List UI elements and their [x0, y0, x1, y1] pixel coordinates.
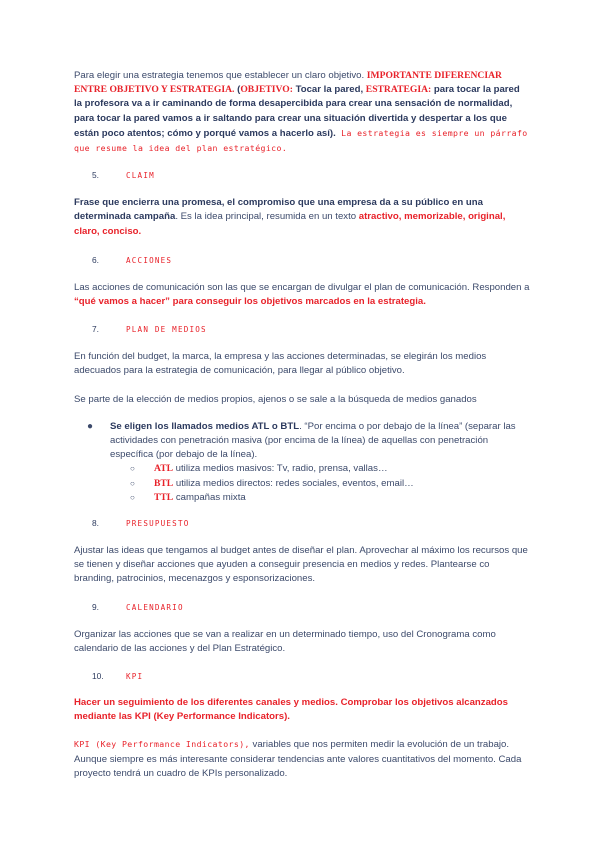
paragraph-plan-de-medios: En función del budget, la marca, la empresa y las acciones determinadas, se elegirán los medios adecuados para la estrategia de comunicación, para llegar al público objetivo.	[74, 351, 487, 377]
section-heading-calendario	[74, 601, 530, 614]
term-kpi: KPI (Key Performance Indicators),	[74, 739, 250, 750]
section-heading-acciones	[74, 254, 530, 267]
section-heading-plan-de-medios	[74, 323, 530, 336]
sub-list	[110, 462, 530, 505]
section-title: KPI	[126, 672, 144, 682]
paragraph-calendario: Organizar las acciones que se van a realizar en un determinado tiempo, uso del Cronograma como calendario de las acciones y del Plan Estratégico.	[74, 628, 496, 654]
circle-bullet-icon: ○	[130, 492, 135, 502]
list-item	[110, 462, 530, 476]
section-title: ACCIONES	[126, 255, 173, 265]
list-item	[110, 491, 530, 505]
bullet-list	[74, 420, 530, 505]
text: Frase que encierra una promesa, el compromiso que una empresa da a su público en una determinada campaña	[74, 197, 483, 223]
text: . Es la idea principal, resumida en un texto	[175, 211, 359, 223]
section-title: CALENDARIO	[126, 602, 184, 612]
text: Las acciones de comunicación son las que se encargan de divulgar el plan de comunicación. Responden a	[74, 281, 530, 293]
section-number: 5.	[92, 170, 99, 181]
section-heading-claim	[74, 169, 530, 182]
bullet-dot-icon: ●	[87, 420, 94, 432]
paragraph-presupuesto: Ajustar las ideas que tengamos al budget antes de diseñar el plan. Aprovechar al máximo los recursos que se tienen y diseñar acciones que ayuden a conseguir presencia en medios y redes. Plantearse co branding, patrocinios, mecenazgos y esponsorizaciones.	[74, 545, 528, 585]
list-item	[110, 477, 530, 491]
section-number: 8.	[92, 518, 99, 529]
paragraph-estrategia	[74, 69, 530, 156]
section-heading-kpi	[74, 670, 530, 683]
section-heading-presupuesto	[74, 517, 530, 530]
paragraph-medios-propios: Se parte de la elección de medios propios, ajenos o se sale a la búsqueda de medios ganados	[74, 393, 477, 405]
paragraph-kpi-seguimiento: Hacer un seguimiento de los diferentes canales y medios. Comprobar los objetivos alcanzados mediante las KPI (Key Performance Indicators).	[74, 697, 508, 723]
paragraph-acciones	[74, 281, 530, 309]
text: campañas mixta	[173, 491, 246, 503]
term: TTL	[154, 491, 174, 503]
text: para tocar la pared la profesora va a ir caminando de forma desapercibida para crear una sensación de normalidad, para tocar la pared vamos a ir saltando para crear una situación divertida y despertar a los que están poco atentos; cómo y porqué vamos a hacerlo así).	[74, 84, 520, 139]
text: utiliza medios masivos: Tv, radio, prensa, vallas…	[173, 463, 388, 475]
highlight-important: IMPORTANTE DIFERENCIAR ENTRE OBJETIVO Y ESTRATEGIA.	[74, 70, 502, 96]
text: utiliza medios directos: redes sociales, eventos, email…	[173, 477, 414, 489]
section-title: PRESUPUESTO	[126, 519, 190, 529]
section-number: 10.	[92, 671, 104, 682]
text: variables que nos permiten medir la evolución de un trabajo. Aunque siempre es más interesante considerar tendencias ante valores cuantitativos del momento. Cada proyecto tendrá un cuadro de KPIs personalizado.	[74, 739, 522, 779]
section-number: 6.	[92, 254, 99, 265]
document-body	[74, 69, 530, 781]
text: Para elegir una estrategia tenemos que establecer un claro objetivo.	[74, 70, 367, 81]
label-objetivo: OBJETIVO:	[240, 84, 293, 96]
label-estrategia: ESTRATEGIA:	[365, 84, 432, 96]
text-highlight: atractivo, memorizable, original, claro, conciso.	[74, 211, 506, 237]
circle-bullet-icon: ○	[130, 478, 135, 488]
circle-bullet-icon: ○	[130, 464, 135, 474]
text: . “Por encima o por debajo de la línea” (separar las actividades con penetración masiva (por encima de la línea) de aquellas con penetración específica (por debajo de la línea).	[110, 420, 516, 461]
text: Se eligen los llamados medios ATL o BTL	[110, 420, 300, 432]
term: BTL	[154, 477, 174, 489]
text: Tocar la pared,	[292, 84, 366, 96]
text: (	[234, 84, 241, 96]
list-item	[74, 420, 530, 505]
term: ATL	[154, 463, 174, 475]
text-definition: La estrategia es siempre un párrafo que resume la idea del plan estratégico.	[74, 127, 528, 154]
paragraph-kpi-definicion	[74, 737, 530, 781]
section-title: PLAN DE MEDIOS	[126, 325, 207, 335]
paragraph-claim	[74, 196, 530, 239]
section-number: 9.	[92, 601, 99, 612]
section-title: CLAIM	[126, 171, 155, 181]
section-number: 7.	[92, 324, 99, 335]
text-highlight: “qué vamos a hacer” para conseguir los objetivos marcados en la estrategia.	[74, 296, 426, 308]
